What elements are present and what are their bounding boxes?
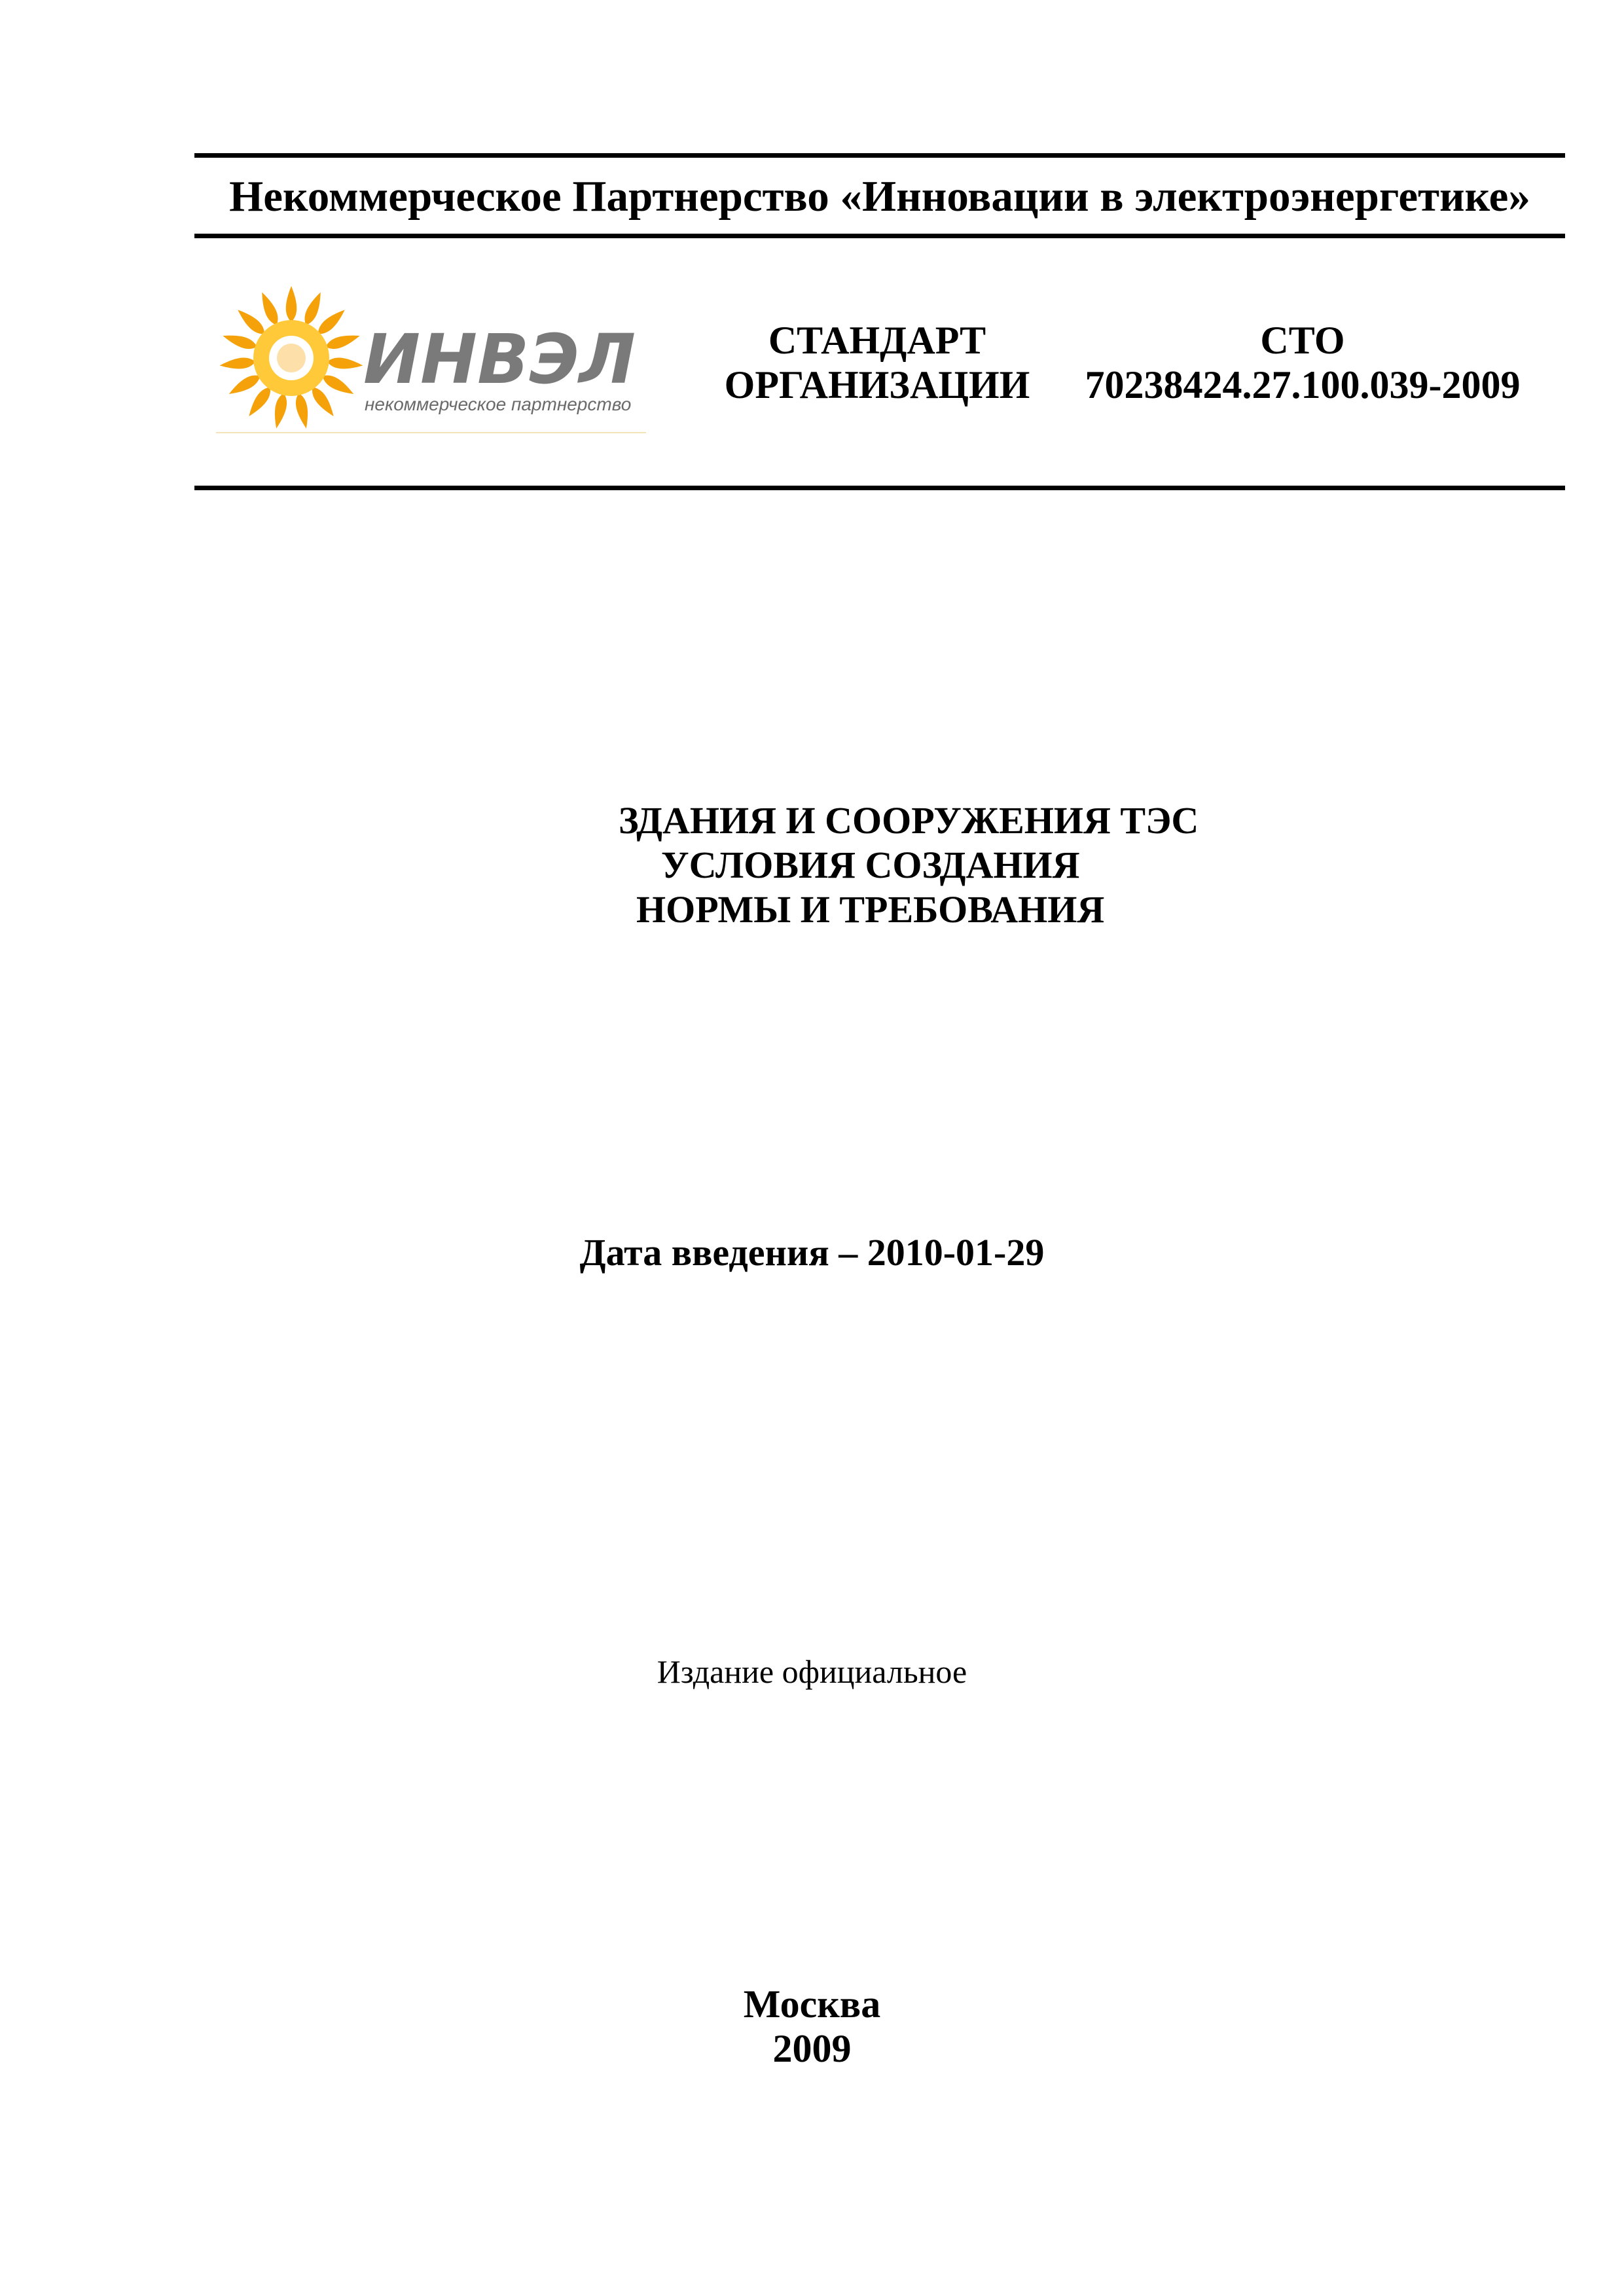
standard-type [697,318,1057,407]
sun-logo-icon [213,285,651,439]
title-line1: ЗДАНИЯ И СООРУЖЕНИЯ ТЭС [619,799,1199,842]
standard-code [1074,318,1532,407]
effective-date: Дата введения – 2010-01-29 [579,1231,1045,1274]
invel-logo [213,285,651,439]
header-bottom-rule [194,234,1565,238]
header-separator-rule [194,486,1565,490]
footer-year: 2009 [772,2027,852,2070]
edition-label: Издание официальное [657,1653,967,1690]
standard-type-line1: СТАНДАРТ [768,319,986,362]
organization-name: Некоммерческое Партнерство «Инновации в электроэнергетике» [229,172,1530,221]
title-line2: УСЛОВИЯ СОЗДАНИЯ [661,844,1080,886]
standard-code-line1: СТО [1260,319,1345,362]
footer-city: Москва [743,1982,881,2026]
title-line3: НОРМЫ И ТРЕБОВАНИЯ [636,888,1105,931]
standard-code-line2: 70238424.27.100.039-2009 [1085,363,1521,406]
standard-type-line2: ОРГАНИЗАЦИИ [724,363,1030,406]
logo-tagline-text: некоммерческое партнерство [365,394,632,414]
header-top-rule [194,153,1565,158]
logo-brand-text: ИНВЭЛ [363,319,636,399]
